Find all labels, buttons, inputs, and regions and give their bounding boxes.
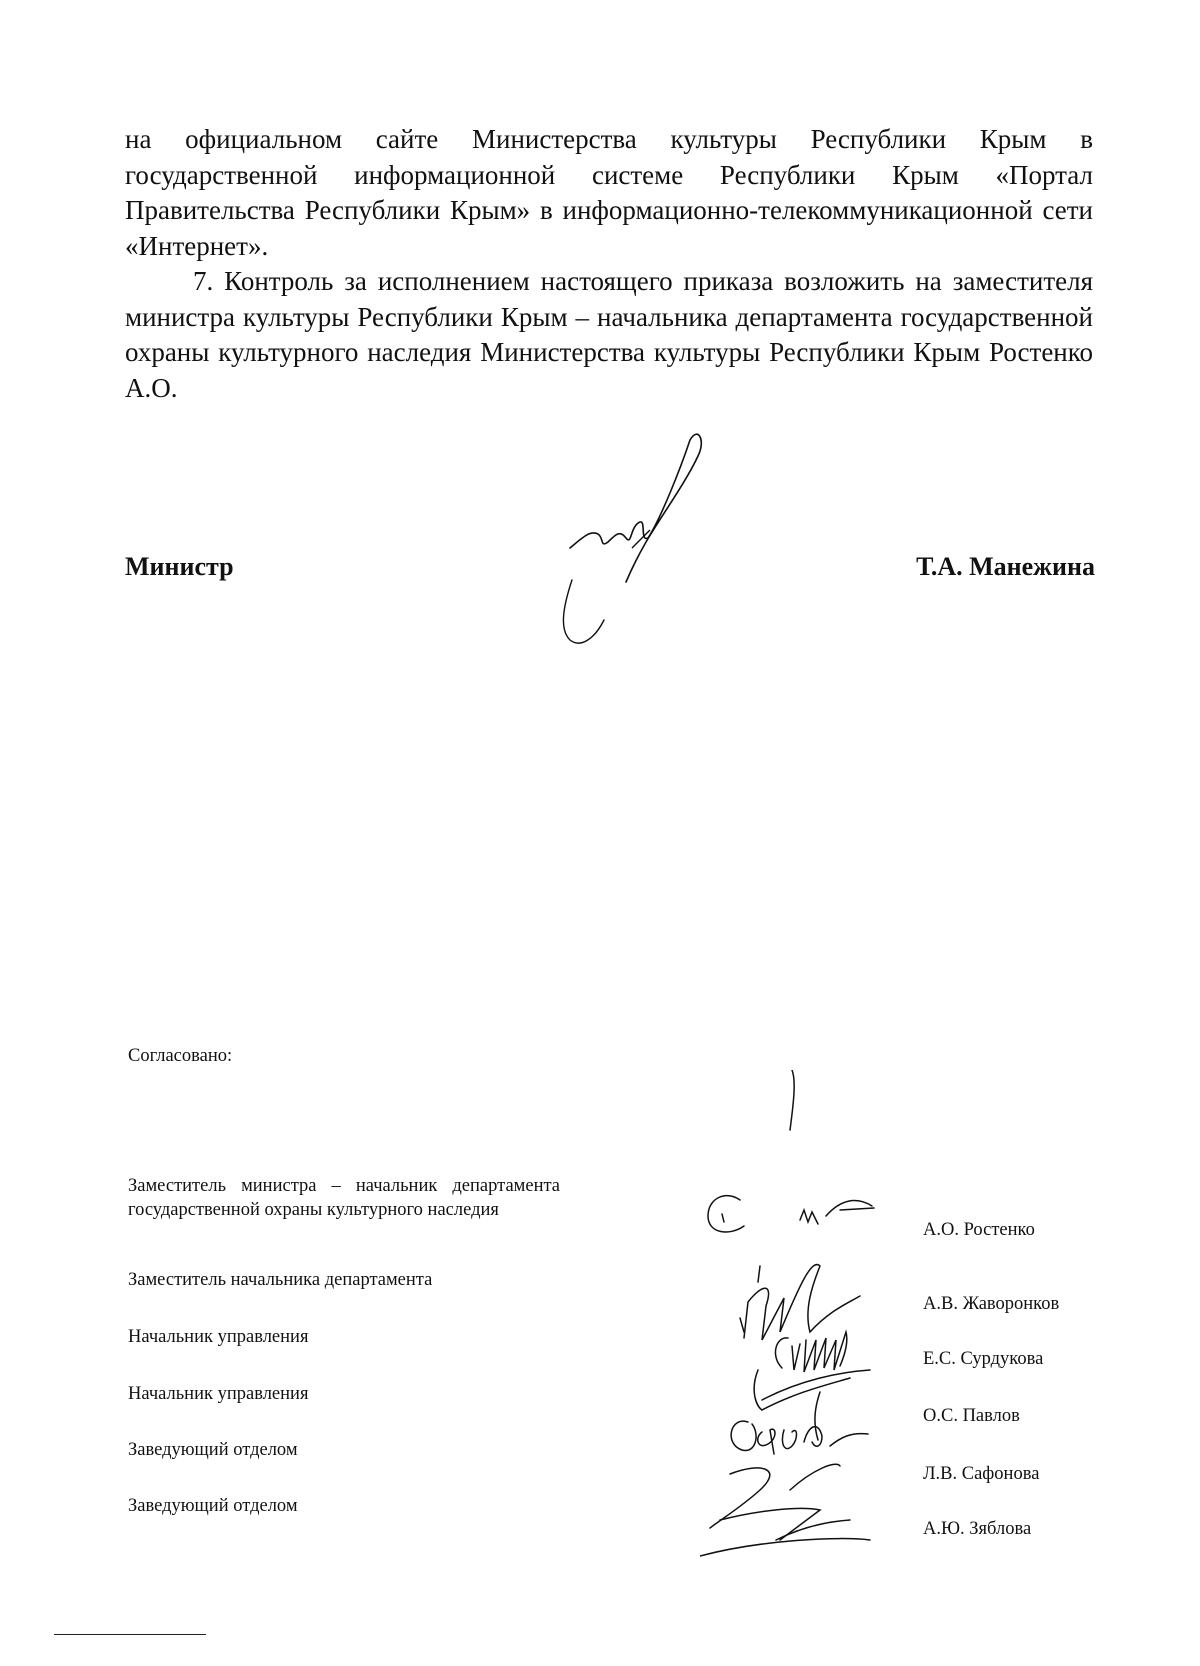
approval-name-3: Е.С. Сурдукова [923,1349,1044,1369]
footnote-rule [54,1634,206,1635]
agreed-label: Согласовано: [128,1046,233,1066]
approval-position-4: Начальник управления [128,1384,309,1404]
signer-name: Т.А. Манежина [916,552,1095,581]
paragraph-control: 7. Контроль за исполнением настоящего приказа возложить на заместителя министра культуры Республики Крым – начальника департамента государственной охраны культурного наследия Министерства культуры Республики Крым Ростенко А.О. [125,266,1093,403]
approval-position-5: Заведующий отделом [128,1440,298,1460]
approval-name-6: А.Ю. Зяблова [923,1519,1032,1539]
signature-pavlov [754,1370,850,1410]
signature-zyablova [700,1464,870,1556]
approval-position-3: Начальник управления [128,1327,309,1347]
signature-zhavoronkov [740,1265,860,1340]
signature-rostenko [708,1070,874,1232]
signature-safonova [731,1392,868,1454]
approval-position-6: Заведующий отделом [128,1496,298,1516]
minister-signature [560,430,730,680]
approval-name-4: О.С. Павлов [923,1406,1020,1426]
approval-signatures [700,1070,940,1590]
signature-surdukova [762,1332,870,1400]
approval-name-2: А.В. Жаворонков [923,1294,1060,1314]
approval-name-1: А.О. Ростенко [923,1220,1035,1240]
paragraph-publication: на официальном сайте Министерства культуры Республики Крым в государственной информационной системе Республики Крым «Портал Правительства Республики Крым» в информационно-телекоммуникационной сети «Интернет». [125,124,1093,261]
approval-position-2: Заместитель начальника департамента [128,1270,433,1290]
body-text [125,122,1093,406]
approval-position-1: Заместитель министра – начальник департамента государственной охраны культурного наследия [128,1176,560,1220]
signer-title: Министр [125,552,234,581]
approval-name-5: Л.В. Сафонова [923,1464,1040,1484]
